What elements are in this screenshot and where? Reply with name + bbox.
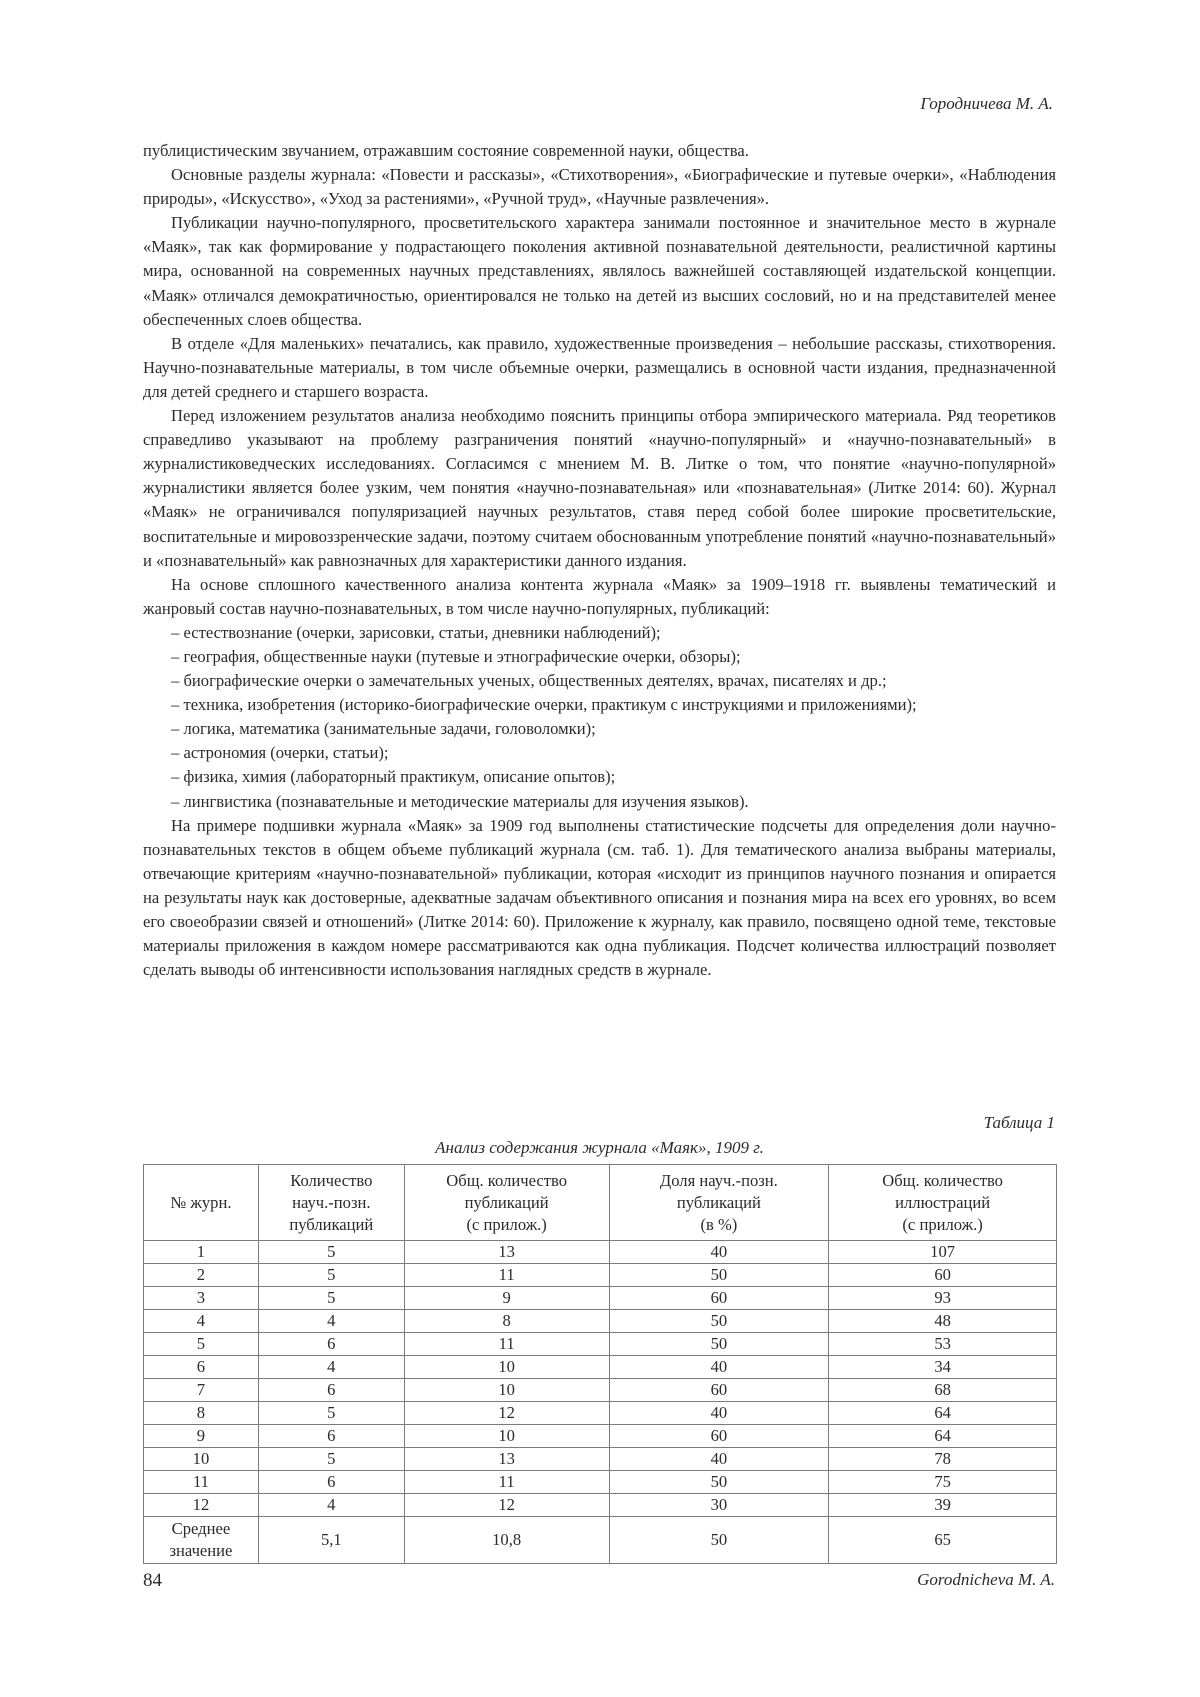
table-row: [144, 1241, 1057, 1264]
table-cell: 78: [829, 1448, 1057, 1471]
paragraph: публицистическим звучанием, отражавшим состояние современной науки, общества.: [143, 141, 749, 160]
table-cell: 5,1: [258, 1517, 404, 1564]
table-row: [144, 1287, 1057, 1310]
table-cell: 12: [144, 1494, 259, 1517]
table-cell: 53: [829, 1333, 1057, 1356]
table-cell: 8: [144, 1402, 259, 1425]
table-row: [144, 1310, 1057, 1333]
table-cell: 50: [609, 1471, 829, 1494]
table-cell: 5: [258, 1402, 404, 1425]
list-item: – естествознание (очерки, зарисовки, статьи, дневники наблюдений);: [171, 621, 1056, 645]
paragraph: В отделе «Для маленьких» печатались, как правило, художественные произведения – небольшие рассказы, стихотворения. Научно-познавательные материалы, в том числе объемные очерки, размещались в основной части издания, предназначенной для детей среднего и старшего возраста.: [143, 333, 1056, 401]
table-cell: 40: [609, 1402, 829, 1425]
table-cell: 10: [404, 1356, 609, 1379]
table-cell: 48: [829, 1310, 1057, 1333]
column-header: Количество науч.-позн. публикаций: [258, 1165, 404, 1241]
table-row: [144, 1471, 1057, 1494]
table-cell: 6: [144, 1356, 259, 1379]
table-cell: 75: [829, 1471, 1057, 1494]
list-item: – астрономия (очерки, статьи);: [171, 741, 1056, 765]
table-cell: 107: [829, 1241, 1057, 1264]
table-cell: 10: [144, 1448, 259, 1471]
table-cell: 6: [258, 1379, 404, 1402]
table-cell: 10,8: [404, 1517, 609, 1564]
table-caption: Анализ содержания журнала «Маяк», 1909 г.: [435, 1138, 764, 1157]
table-cell: 11: [404, 1333, 609, 1356]
content-analysis-table: [143, 1164, 1057, 1564]
column-header: № журн.: [144, 1165, 259, 1241]
table-cell: 60: [609, 1287, 829, 1310]
table-cell: 5: [258, 1264, 404, 1287]
footer-author: Gorodnicheva M. A.: [917, 1570, 1055, 1589]
table-row: [144, 1425, 1057, 1448]
list-item: – биографические очерки о замечательных ученых, общественных деятелях, врачах, писателях и др.;: [171, 669, 1056, 693]
table-cell: 2: [144, 1264, 259, 1287]
table-cell: 50: [609, 1517, 829, 1564]
column-header: Доля науч.-позн. публикаций (в %): [609, 1165, 829, 1241]
table-row: [144, 1264, 1057, 1287]
table-row: [144, 1402, 1057, 1425]
table-cell: 34: [829, 1356, 1057, 1379]
table-cell: 39: [829, 1494, 1057, 1517]
table-cell: 64: [829, 1425, 1057, 1448]
table-cell: 5: [144, 1333, 259, 1356]
column-header: Общ. количество публикаций (с прилож.): [404, 1165, 609, 1241]
paragraph: На примере подшивки журнала «Маяк» за 1909 год выполнены статистические подсчеты для определения доли научно-познавательных текстов в общем объеме публикаций журнала (см. таб. 1). Для тематического анализа выбраны материалы, отвечающие критериям «научно-познавательной» публикации, которая «исходит из принципов научного познания и опирается на результаты наук как достоверные, адекватные задачам объективного описания и познания мира на всех его уровнях, во всем его своеобразии связей и отношений» (Литке 2014: 60). Приложение к журналу, как правило, посвящено одной теме, текстовые материалы приложения в каждом номере рассматриваются как одна публикация. Подсчет количества иллюстраций позволяет сделать выводы об интенсивности использования наглядных средств в журнале.: [143, 815, 1056, 980]
table-cell: 40: [609, 1448, 829, 1471]
table-cell: 60: [609, 1379, 829, 1402]
table-cell: 4: [144, 1310, 259, 1333]
table-cell: 11: [144, 1471, 259, 1494]
table-label: Таблица 1: [983, 1113, 1055, 1132]
paragraph: Перед изложением результатов анализа необходимо пояснить принципы отбора эмпирического материала. Ряд теоретиков справедливо указывают на проблему разграничения понятий «научно-популярный» и «научно-познавательный» в журналистиковедческих исследованиях. Согласимся с мнением М. В. Литке о том, что понятие «научно-популярной» журналистики является более узким, чем понятия «научно-познавательная» или «познавательная» (Литке 2014: 60). Журнал «Маяк» не ограничивался популяризацией научных результатов, ставя перед собой более широкие просветительские, воспитательные и мировоззренческие задачи, поэтому считаем обоснованным употребление понятий «научно-познавательный» и «познавательный» как равнозначных для характеристики данного издания.: [143, 406, 1056, 570]
paragraph: Основные разделы журнала: «Повести и рассказы», «Стихотворения», «Биографические и путевые очерки», «Наблюдения природы», «Искусство», «Уход за растениями», «Ручной труд», «Научные развлечения».: [143, 165, 1056, 209]
table-body: [144, 1241, 1057, 1564]
table-cell: 50: [609, 1333, 829, 1356]
table-cell: 6: [258, 1425, 404, 1448]
paragraph: На основе сплошного качественного анализа контента журнала «Маяк» за 1909–1918 гг. выявлены тематический и жанровый состав научно-познавательных, в том числе научно-популярных, публикаций:: [143, 574, 1056, 618]
table-cell: 10: [404, 1379, 609, 1402]
table-cell: 12: [404, 1402, 609, 1425]
table-header-row: [144, 1165, 1057, 1241]
table-cell: 7: [144, 1379, 259, 1402]
table-row: [144, 1448, 1057, 1471]
table-cell: 4: [258, 1310, 404, 1333]
table-cell: 10: [404, 1425, 609, 1448]
table-cell: 8: [404, 1310, 609, 1333]
table-cell: 50: [609, 1264, 829, 1287]
table-cell: 5: [258, 1241, 404, 1264]
table-cell: 40: [609, 1241, 829, 1264]
table-cell: 12: [404, 1494, 609, 1517]
table-cell: 9: [144, 1425, 259, 1448]
table-cell: 13: [404, 1448, 609, 1471]
average-row: [144, 1517, 1057, 1564]
list-item: – логика, математика (занимательные задачи, головоломки);: [171, 717, 1056, 741]
table-cell: 30: [609, 1494, 829, 1517]
table-cell: 13: [404, 1241, 609, 1264]
table-row: [144, 1356, 1057, 1379]
table-cell: 65: [829, 1517, 1057, 1564]
list-item: – география, общественные науки (путевые и этнографические очерки, обзоры);: [171, 645, 1056, 669]
table-cell: 68: [829, 1379, 1057, 1402]
running-head: Городничева М. А.: [920, 94, 1053, 113]
table-cell: 5: [258, 1448, 404, 1471]
list-item: – техника, изобретения (историко-биографические очерки, практикум с инструкциями и приложениями);: [171, 693, 1056, 717]
table-cell: 11: [404, 1264, 609, 1287]
paragraph: Публикации научно-популярного, просветительского характера занимали постоянное и значительное место в журнале «Маяк», так как формирование у подрастающего поколения активной познавательной деятельности, реалистичной картины мира, основанной на современных научных представлениях, являлось важнейшей составляющей издательской концепции. «Маяк» отличался демократичностью, ориентировался не только на детей из высших сословий, но и на представителей менее обеспеченных слоев общества.: [143, 213, 1056, 329]
table-cell: 1: [144, 1241, 259, 1264]
table-cell: 6: [258, 1471, 404, 1494]
column-header: Общ. количество иллюстраций (с прилож.): [829, 1165, 1057, 1241]
table-cell: 64: [829, 1402, 1057, 1425]
table-row: [144, 1379, 1057, 1402]
table-cell: 93: [829, 1287, 1057, 1310]
table-cell: 4: [258, 1356, 404, 1379]
table-cell: 60: [829, 1264, 1057, 1287]
table-cell: 40: [609, 1356, 829, 1379]
table-cell: 11: [404, 1471, 609, 1494]
topic-list: [143, 621, 1056, 814]
list-item: – физика, химия (лабораторный практикум, описание опытов);: [171, 765, 1056, 789]
table-cell: 9: [404, 1287, 609, 1310]
table-row: [144, 1494, 1057, 1517]
table-cell: 5: [258, 1287, 404, 1310]
table-cell: 50: [609, 1310, 829, 1333]
table-cell: 60: [609, 1425, 829, 1448]
table-cell: Среднее значение: [144, 1517, 259, 1564]
table-cell: 3: [144, 1287, 259, 1310]
body-text: [143, 139, 1056, 982]
table-cell: 4: [258, 1494, 404, 1517]
page-number: 84: [143, 1570, 162, 1591]
table-cell: 6: [258, 1333, 404, 1356]
table-row: [144, 1333, 1057, 1356]
list-item: – лингвистика (познавательные и методические материалы для изучения языков).: [171, 790, 1056, 814]
